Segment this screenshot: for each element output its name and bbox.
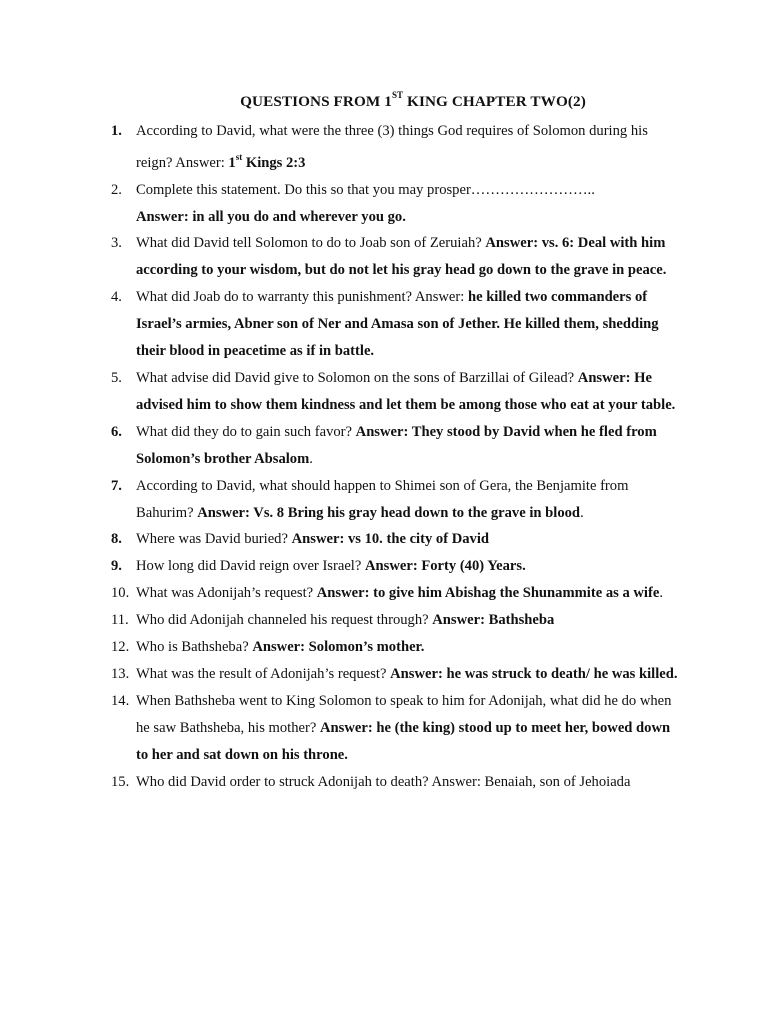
question-text: What advise did David give to Solomon on the sons of Barzillai of Gilead? [136, 370, 578, 387]
question-list [111, 118, 683, 796]
question-6 [111, 419, 683, 473]
title-text-start: QUESTIONS FROM 1 [240, 93, 392, 111]
question-number: 3. [111, 235, 122, 252]
answer-text [228, 151, 306, 171]
question-number: 12. [111, 639, 130, 656]
question-text: What was the result of Adonijah’s request? [136, 665, 391, 682]
answer-text: Answer: They stood by David when he fled from Solomon’s brother Absalom [136, 423, 657, 467]
question-text: According to David, what should happen to Shimei son of Gera, the Benjamite from Bahurim? [136, 477, 629, 521]
answer-text: Answer: vs. 6: Deal with him according to your wisdom, but do not let his gray head go down to the grave in peace. [136, 235, 667, 279]
answer-text: Answer: he (the king) stood up to meet her, bowed down to her and sat down on his throne. [136, 719, 671, 763]
question-text: What was Adonijah’s request? [136, 585, 317, 602]
question-text: What did they do to gain such favor? [136, 423, 356, 440]
question-text: When Bathsheba went to King Solomon to speak to him for Adonijah, what did he do when he saw Bathsheba, his mother? [136, 692, 672, 736]
question-12 [111, 634, 683, 661]
question-number: 9. [111, 558, 122, 575]
question-7 [111, 473, 683, 527]
question-8 [111, 526, 683, 553]
question-text: How long did David reign over Israel? [136, 558, 365, 575]
answer-superscript: st [235, 151, 243, 162]
question-number: 15. [111, 773, 130, 790]
answer-text: Answer: He advised him to show them kindness and let them be among those who eat at your table. [136, 370, 676, 413]
question-2 [111, 177, 683, 231]
question-text: Where was David buried? [136, 531, 292, 548]
question-number: 10. [111, 585, 130, 602]
answer-text: Answer: Solomon’s mother. [252, 639, 425, 656]
question-3 [111, 230, 683, 284]
question-number: 8. [111, 531, 122, 548]
answer-tail: . [309, 450, 313, 467]
question-number: 6. [111, 423, 122, 440]
answer-text: Answer: Vs. 8 Bring his gray head down to the grave in blood [197, 504, 581, 521]
question-text: Who did David order to struck Adonijah to death? Answer: Benaiah, son of Jehoiada [136, 773, 631, 790]
answer-part: Kings 2:3 [242, 154, 306, 171]
question-number: 2. [111, 181, 122, 198]
question-14 [111, 688, 683, 769]
question-5 [111, 365, 683, 419]
question-1 [111, 118, 683, 177]
title-superscript: ST [391, 90, 404, 100]
question-11 [111, 607, 683, 634]
answer-text: he killed two commanders of Israel’s armies, Abner son of Ner and Amasa son of Jether. He killed them, shedding their blood in peacetime as if in battle. [136, 289, 659, 360]
question-text: Who is Bathsheba? [136, 639, 253, 656]
question-13 [111, 661, 683, 688]
question-number: 4. [111, 289, 122, 306]
question-4 [111, 284, 683, 365]
answer-text: Answer: vs 10. the city of David [291, 531, 490, 548]
title-text-end: KING CHAPTER TWO(2) [403, 93, 586, 111]
answer-text: Answer: in all you do and wherever you go. [136, 208, 406, 225]
question-text: According to David, what were the three (3) things God requires of Solomon during his reign? Answer: [136, 123, 648, 171]
question-15 [111, 769, 683, 796]
answer-tail: . [580, 504, 584, 521]
question-text: Who did Adonijah channeled his request through? [136, 612, 433, 629]
question-text: Complete this statement. Do this so that you may prosper…………………….. [136, 181, 595, 198]
question-number: 1. [111, 123, 122, 139]
question-number: 5. [111, 370, 122, 387]
answer-text: Answer: he was struck to death/ he was killed. [390, 665, 678, 682]
question-number: 14. [111, 692, 130, 709]
question-number: 7. [111, 477, 122, 494]
question-text: What did Joab do to warranty this punishment? Answer: [136, 289, 468, 306]
answer-text: Answer: to give him Abishag the Shunammite as a wife [316, 585, 660, 602]
page-title [0, 92, 768, 111]
answer-text: Answer: Forty (40) Years. [364, 558, 526, 575]
answer-part: 1 [228, 154, 236, 171]
question-9 [111, 553, 683, 580]
question-text: What did David tell Solomon to do to Joab son of Zeruiah? [136, 235, 486, 252]
question-number: 11. [111, 612, 129, 629]
answer-tail: . [659, 585, 663, 602]
answer-text: Answer: Bathsheba [432, 612, 555, 629]
question-10 [111, 580, 683, 607]
question-number: 13. [111, 665, 130, 682]
